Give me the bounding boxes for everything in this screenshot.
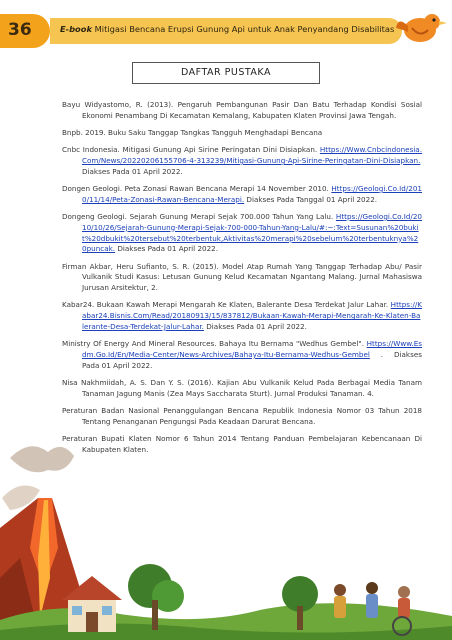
reference-item: [62, 145, 422, 177]
footer-illustration: [0, 560, 452, 640]
reference-item: [62, 128, 422, 139]
reference-text: Kabar24. Bukaan Kawah Merapi Mengarah Ke Klaten, Balerante Desa Terdekat Jalur Lahar.: [62, 300, 391, 310]
reference-item: [62, 262, 422, 294]
reference-link[interactable]: Https://Www.Cnbcindonesia.Com/News/20220206155706-4-313239/Mitigasi-Gunung-Api-Sirine-Peringatan-Dini-Disiapkan.: [82, 145, 422, 165]
reference-item: [62, 378, 422, 400]
section-title: DAFTAR PUSTAKA: [181, 67, 271, 78]
reference-item: [62, 406, 422, 428]
reference-text: Dongeng Geologi. Sejarah Gunung Merapi Sejak 700.000 Tahun Yang Lalu.: [62, 211, 336, 221]
reference-item: [62, 184, 422, 206]
reference-link[interactable]: Https://Geologi.Co.Id/2010/10/26/Sejarah-Gunung-Merapi-Sejak-700-000-Tahun-Yang-Lalu/#:~:Text=Susunan%20bukit%20dbukit%20tersebut%20terbentuk,Aktivitas%20merapi%20sebelum%20terbentuknya%20puncak.: [82, 211, 422, 254]
book-title-rest: Mitigasi Bencana Erupsi Gunung Api untuk Anak Penyandang Disabilitas: [91, 24, 395, 34]
reference-text: Ministry Of Energy And Mineral Resources. Bahaya Itu Bernama "Wedhus Gembel".: [62, 339, 367, 349]
book-title-ebook: E-book: [60, 24, 92, 34]
reference-text: Peraturan Bupati Klaten Nomor 6 Tahun 2014 Tentang Panduan Pembelajaran Kebencanaan Di Kabupaten Klaten.: [62, 433, 422, 454]
section-title-box: [132, 62, 320, 84]
reference-item: [62, 300, 422, 332]
reference-access-note: Diakses Pada 01 April 2022.: [115, 244, 219, 254]
reference-link[interactable]: Https://Kabar24.Bisnis.Com/Read/20180913/15/837812/Bukaan-Kawah-Merapi-Mengarah-Ke-Klaten-Balerante-Desa-Terdekat-Jalur-Lahar.: [82, 300, 422, 331]
reference-list: [62, 100, 422, 462]
house-icon: [62, 576, 122, 632]
reference-link[interactable]: Https://Www.Esdm.Go.Id/En/Media-Center/News-Archives/Bahaya-Itu-Bernama-Wedhus-Gembel: [82, 339, 422, 359]
reference-text: Dongen Geologi. Peta Zonasi Rawan Bencana Merapi 14 November 2010.: [62, 183, 332, 193]
reference-item: [62, 212, 422, 255]
bird-icon: [394, 6, 448, 50]
page-number-tab: [0, 14, 50, 48]
reference-text: Bnpb. 2019. Buku Saku Tanggap Tangkas Tangguh Menghadapi Bencana: [62, 127, 323, 137]
reference-text: Peraturan Badan Nasional Penanggulangan Bencana Republik Indonesia Nomor 03 Tahun 2018 Tentang Penanganan Pengungsi Pada Keadaan Darurat Bencana.: [62, 405, 422, 426]
reference-item: [62, 339, 422, 371]
reference-text: Nisa Nakhmiidah, A. S. Dan Y. S. (2016). Kajian Abu Vulkanik Kelud Pada Berbagai Media Tanam Tanaman Jagung Manis (Zea Mays Saccharata Sturt). Jurnal Produksi Tanaman. 4.: [62, 377, 422, 398]
reference-text: Cnbc Indonesia. Mitigasi Gunung Api Sirine Peringatan Dini Disiapkan.: [62, 145, 320, 155]
reference-text: Bayu Widyastomo, R. (2013). Pengaruh Pembangunan Pasir Dan Batu Terhadap Kondisi Sosial Ekonomi Penambang Di Kecamatan Kemalang, Kabupaten Klaten Provinsi Jawa Tengah.: [62, 100, 422, 120]
book-title: [60, 24, 394, 34]
reference-text: Firman Akbar, Heru Sufianto, S. R. (2015). Model Atap Rumah Yang Tanggap Terhadap Abu/ Pasir Vulkanik Studi Kasus: Letusan Gunung Kelud Kecamatan Ngantang Malang. Jurnal Mahasiswa Jurusan Arsitektur, 2.: [62, 261, 422, 293]
page-number: 36: [8, 20, 32, 40]
header-banner: [50, 18, 402, 44]
reference-link[interactable]: Https://Geologi.Co.Id/2010/11/14/Peta-Zonasi-Rawan-Bencana-Merapi.: [82, 183, 422, 204]
reference-access-note: Diakses Pada Tanggal 01 April 2022.: [244, 194, 378, 204]
reference-access-note: Diakses Pada 01 April 2022.: [82, 166, 183, 176]
page-header: [0, 14, 452, 48]
reference-item: [62, 100, 422, 122]
reference-access-note: Diakses Pada 01 April 2022.: [203, 321, 307, 331]
reference-access-note: . Diakses Pada 01 April 2022.: [82, 349, 422, 370]
